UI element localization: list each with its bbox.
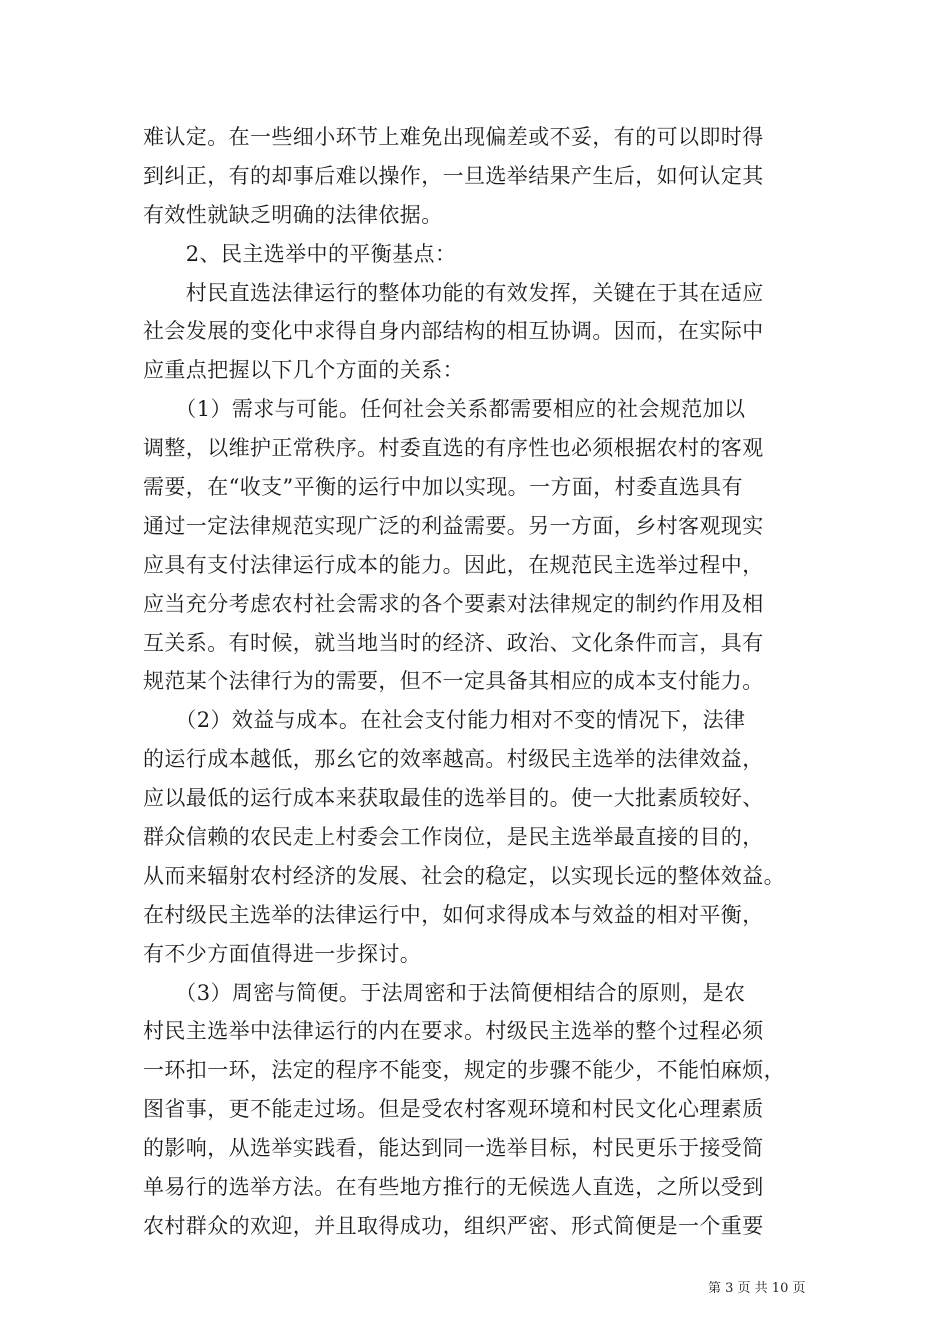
text-line: 应具有支付法律运行成本的能力。因此，在规范民主选举过程中， [143, 552, 764, 577]
text-line: 群众信赖的农民走上村委会工作岗位，是民主选举最直接的目的， [143, 825, 764, 850]
text-line: 村民主选举中法律运行的内在要求。村级民主选举的整个过程必须 [143, 1019, 764, 1044]
body-text [143, 118, 823, 1246]
text-line: 有效性就缺乏明确的法律依据。 [143, 202, 443, 227]
text-line: （3）周密与简便。于法周密和于法简便相结合的原则，是农 [143, 980, 746, 1005]
text-line: 到纠正，有的却事后难以操作，一旦选举结果产生后，如何认定其 [143, 163, 764, 188]
text-line: 通过一定法律规范实现广泛的利益需要。另一方面，乡村客观现实 [143, 513, 764, 538]
text-line: 需要，在“收支”平衡的运行中加以实现。一方面，村委直选具有 [143, 475, 744, 500]
text-line: 互关系。有时候，就当地当时的经济、政治、文化条件而言，具有 [143, 630, 764, 655]
text-line: （1）需求与可能。任何社会关系都需要相应的社会规范加以 [143, 397, 746, 422]
text-line: 规范某个法律行为的需要，但不一定具备其相应的成本支付能力。 [143, 669, 764, 694]
text-line: 的影响，从选举实践看，能达到同一选举目标，村民更乐于接受简 [143, 1136, 764, 1161]
text-line: 图省事，更不能走过场。但是受农村客观环境和村民文化心理素质 [143, 1097, 764, 1122]
text-line: 一环扣一环，法定的程序不能变，规定的步骤不能少，不能怕麻烦， [143, 1058, 785, 1083]
text-line: 从而来辐射农村经济的发展、社会的稳定，以实现长远的整体效益。 [143, 863, 785, 888]
page-number-footer: 第 3 页 共 10 页 [708, 1281, 806, 1296]
text-line: 2、民主选举中的平衡基点： [143, 241, 457, 266]
text-line: 应以最低的运行成本来获取最佳的选举目的。使一大批素质较好、 [143, 786, 764, 811]
text-line: 应当充分考虑农村社会需求的各个要素对法律规定的制约作用及相 [143, 591, 764, 616]
text-line: 在村级民主选举的法律运行中，如何求得成本与效益的相对平衡， [143, 902, 764, 927]
text-line: 难认定。在一些细小环节上难免出现偏差或不妥，有的可以即时得 [143, 125, 764, 149]
text-line: （2）效益与成本。在社会支付能力相对不变的情况下，法律 [143, 708, 746, 733]
text-line: 的运行成本越低，那幺它的效率越高。村级民主选举的法律效益， [143, 747, 764, 772]
text-line: 村民直选法律运行的整体功能的有效发挥，关键在于其在适应 [143, 280, 764, 305]
text-line: 农村群众的欢迎，并且取得成功，组织严密、形式简便是一个重要 [143, 1213, 764, 1238]
text-line: 调整，以维护正常秩序。村委直选的有序性也必须根据农村的客观 [143, 436, 764, 461]
text-line: 应重点把握以下几个方面的关系： [143, 358, 464, 383]
text-line: 有不少方面值得进一步探讨。 [143, 941, 422, 966]
text-line: 单易行的选举方法。在有些地方推行的无候选人直选，之所以受到 [143, 1175, 764, 1200]
text-line: 社会发展的变化中求得自身内部结构的相互协调。因而，在实际中 [143, 319, 764, 344]
